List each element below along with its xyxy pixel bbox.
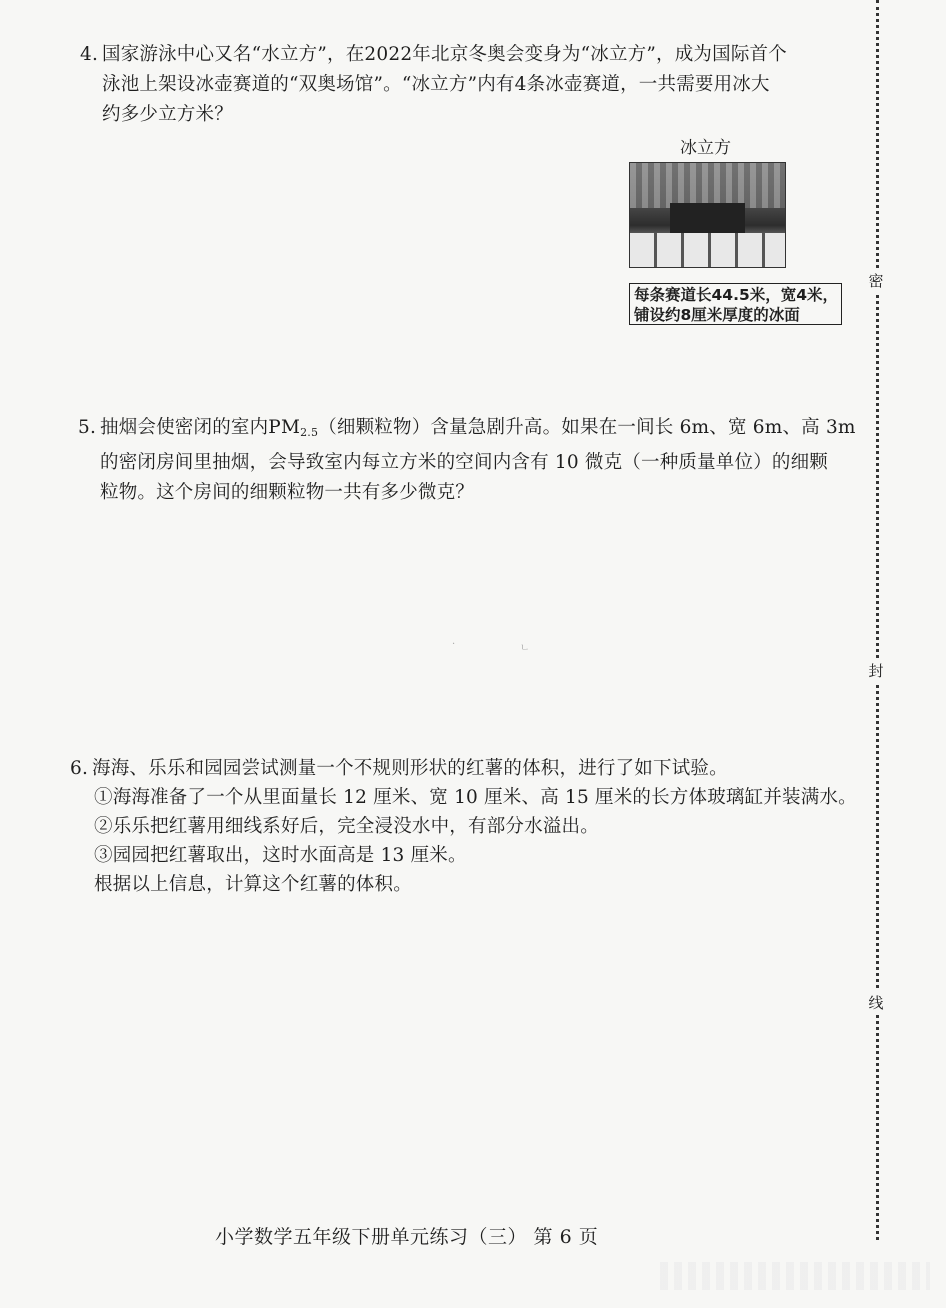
figure-caption: [629, 283, 842, 325]
scan-smudge: ㄴ: [520, 643, 530, 654]
question-4: [80, 40, 787, 130]
caption-line-1: 每条赛道长44.5米，宽4米，: [634, 286, 839, 304]
ice-cube-photo: [629, 162, 786, 268]
question-6-line-1: 6. 海海、乐乐和园园尝试测量一个不规则形状的红薯的体积，进行了如下试验。: [70, 754, 857, 783]
question-5-number: 5.: [78, 417, 97, 438]
seal-mark-feng: 封: [866, 658, 886, 683]
scan-shadow: [660, 1262, 930, 1290]
scan-smudge: ·: [452, 639, 456, 650]
question-5-line-1: 5. 抽烟会使密闭的室内$PM_{2.5}$（细颗粒物）含量急剧升高。如果在一间长 6m、宽 6m、高 3m: [78, 413, 856, 448]
question-6-number: 6.: [70, 758, 89, 779]
question-4-number: 4.: [80, 44, 99, 65]
question-4-line-2: 泳池上架设冰壶赛道的“双奥场馆”。“冰立方”内有4条冰壶赛道，一共需要用冰大: [102, 74, 770, 95]
question-5-line-2: 的密闭房间里抽烟，会导致室内每立方米的空间内含有 10 微克（一种质量单位）的细颗: [100, 452, 829, 473]
question-5: [78, 413, 856, 508]
question-4-line-3: 约多少立方米？: [102, 104, 233, 125]
figure-title: 冰立方: [680, 138, 731, 158]
question-6: [70, 754, 857, 899]
question-6-instruction: 根据以上信息，计算这个红薯的体积。: [94, 874, 412, 895]
page-footer: 小学数学五年级下册单元练习（三） 第 6 页: [215, 1226, 599, 1248]
seal-mark-mi: 密: [866, 268, 886, 293]
question-5-line-3: 粒物。这个房间的细颗粒物一共有多少微克？: [100, 482, 475, 503]
pm-subscript: 2.5: [300, 426, 319, 439]
question-4-line-1: 4. 国家游泳中心又名“水立方”，在2022年北京冬奥会变身为“冰立方”，成为国际首个: [80, 40, 787, 70]
question-6-step-3: ③园园把红薯取出，这时水面高是 13 厘米。: [94, 845, 467, 866]
question-6-step-1: ①海海准备了一个从里面量长 12 厘米、宽 10 厘米、高 15 厘米的长方体玻璃缸并装满水。: [94, 787, 857, 808]
seal-mark-xian: 线: [866, 990, 886, 1015]
caption-line-2: 铺设约8厘米厚度的冰面: [634, 306, 800, 324]
binding-dotted-line: [876, 0, 879, 1240]
question-6-step-2: ②乐乐把红薯用细线系好后，完全浸没水中，有部分水溢出。: [94, 816, 599, 837]
